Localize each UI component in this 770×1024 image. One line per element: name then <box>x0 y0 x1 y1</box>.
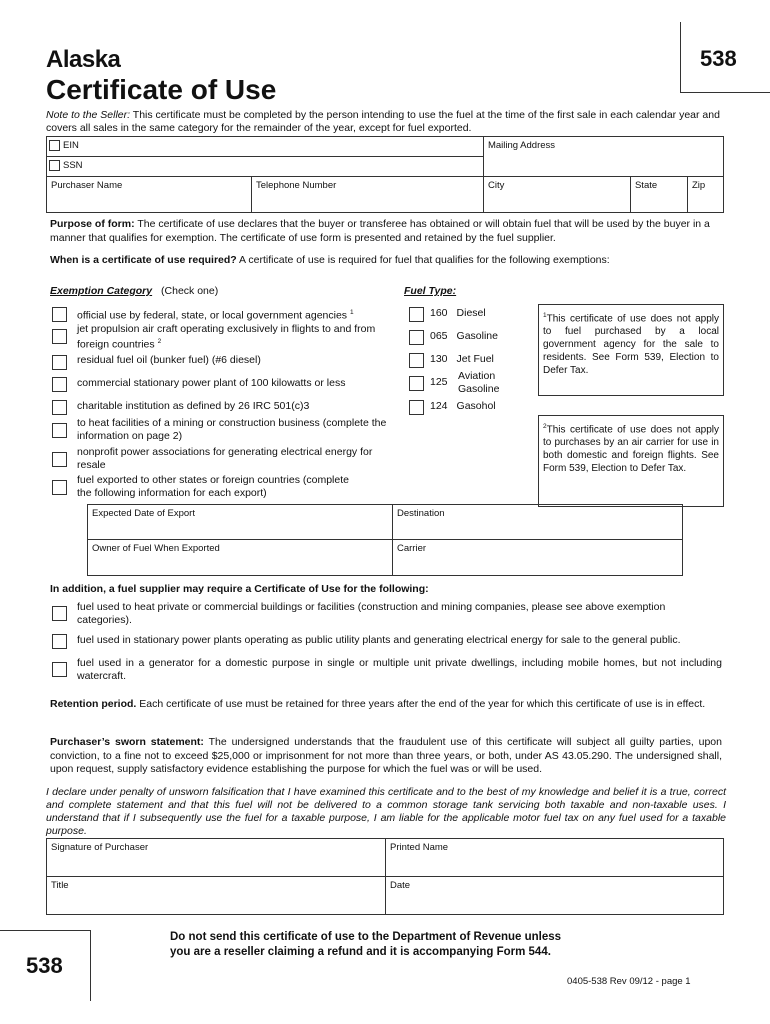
carrier-field[interactable] <box>393 540 683 576</box>
footer-warning-line-1: Do not send this certificate of use to the Department of Revenue unless <box>170 931 562 943</box>
sworn-paragraph <box>50 736 722 777</box>
exemption-item-1-text: official use by federal, state, or local government agencies <box>77 309 348 322</box>
ssn-checkbox[interactable] <box>49 160 60 171</box>
note-lead: Note to the Seller: <box>46 109 131 121</box>
footer-form-number: 538 <box>26 953 63 978</box>
supplier-item-3: fuel used in a generator for a domestic purpose in single or multiple unit private dwellings, including mobile homes, but not including watercraft. <box>77 657 722 682</box>
ssn-label: SSN <box>63 160 83 172</box>
fuel-type-heading: Fuel Type: <box>404 285 457 297</box>
fuel-item-gasohol <box>430 400 496 413</box>
fuel-code-125: 125 <box>430 376 448 388</box>
telephone-field[interactable] <box>252 177 484 213</box>
footnote-2-marker: 2 <box>543 423 547 430</box>
ein-option[interactable] <box>47 137 483 157</box>
city-label: City <box>487 180 505 191</box>
state-name: Alaska <box>46 46 121 73</box>
footer-warning-line-2: you are a reseller claiming a refund and it is accompanying Form 544. <box>170 946 551 958</box>
sup-1: 1 <box>349 309 354 316</box>
signature-label: Signature of Purchaser <box>51 842 149 853</box>
fuel-checkbox-gasohol[interactable] <box>409 400 424 415</box>
title-label: Title <box>51 880 69 891</box>
exemption-heading-text: Exemption Category <box>50 285 153 297</box>
fuel-item-jet <box>430 353 494 366</box>
carrier-label: Carrier <box>397 543 427 554</box>
printed-name-field[interactable] <box>386 839 724 877</box>
fuel-item-gasoline <box>430 330 498 343</box>
printed-name-label: Printed Name <box>390 842 449 853</box>
exemption-item-1 <box>77 307 397 322</box>
destination-label: Destination <box>397 508 445 519</box>
destination-field[interactable] <box>393 505 683 540</box>
ssn-option[interactable] <box>47 157 483 176</box>
ein-label: EIN <box>63 140 79 152</box>
city-field[interactable] <box>483 177 630 213</box>
exemption-heading <box>50 285 218 297</box>
fuel-code-124: 124 <box>430 400 448 412</box>
sworn-text: The undersigned understands that the fraudulent use of this certificate will subject all guilty parties, upon conviction, to a fine not to exceed $25,000 or imprisonment for not more than three years, or both, under AS 43.05.290. The undersigned shall, upon request, supply satisfactory evidence establishing the purpose for which the fuel was or will be used. <box>50 736 722 775</box>
purchaser-name-label: Purchaser Name <box>51 180 123 191</box>
owner-field[interactable] <box>88 540 393 576</box>
footnote-1-box <box>538 304 724 396</box>
note-text: This certificate must be completed by the person intending to use the fuel at the time of the first sale in each calendar year and covers all sales in the same category for the remainder of the year, except for fuel exported. <box>46 109 720 134</box>
fuel-checkbox-gasoline[interactable] <box>409 330 424 345</box>
expected-date-field[interactable] <box>88 505 393 540</box>
supplier-checkbox-1[interactable] <box>52 606 67 621</box>
fuel-name-jet: Jet Fuel <box>456 353 494 365</box>
exemption-checkbox-2[interactable] <box>52 329 67 344</box>
footnote-2-box <box>538 415 724 507</box>
footnote-1-text: This certificate of use does not apply to fuel purchased by a local government agency for the sale to residents. See Form 539, Election to Defer Tax. <box>543 313 719 377</box>
supplier-item-1: fuel used to heat private or commercial buildings or facilities (construction and mining companies, please see above exemption categories). <box>77 601 666 626</box>
exemption-item-2-text: jet propulsion air craft operating exclusively in flights to and from foreign countries <box>77 323 376 350</box>
purpose-text: The certificate of use declares that the buyer or transferee has obtained or will obtain fuel that will be used by the buyer in a manner that qualifies for exemption. The certificate of use form is presented and retained by the fuel supplier. <box>50 218 710 244</box>
fuel-checkbox-diesel[interactable] <box>409 307 424 322</box>
retention-paragraph <box>50 698 722 712</box>
telephone-label: Telephone Number <box>256 180 337 191</box>
exemption-checkbox-7[interactable] <box>52 452 67 467</box>
title-field[interactable] <box>47 877 386 915</box>
check-one-label: (Check one) <box>161 285 219 297</box>
fuel-code-130: 130 <box>430 353 448 365</box>
fuel-name-gasohol: Gasohol <box>456 400 496 412</box>
fuel-name-gasoline: Gasoline <box>456 330 498 342</box>
fuel-item-diesel <box>430 307 486 320</box>
owner-label: Owner of Fuel When Exported <box>92 543 220 554</box>
exemption-checkbox-3[interactable] <box>52 355 67 370</box>
zip-label: Zip <box>691 180 706 191</box>
ein-checkbox[interactable] <box>49 140 60 151</box>
exemption-item-2 <box>77 323 397 351</box>
exemption-item-8: fuel exported to other states or foreign countries (complete the following information for each export) <box>77 474 349 499</box>
purpose-lead: Purpose of form: <box>50 218 135 230</box>
date-field[interactable] <box>386 877 724 915</box>
fuel-name-aviation: Aviation Gasoline <box>458 370 500 395</box>
footnote-1-marker: 1 <box>543 312 547 319</box>
footnote-2-text: This certificate of use does not apply to purchases by an air carrier for use in both domestic and foreign flights. See Form 539, Election to Defer Tax. <box>543 424 719 475</box>
fuel-name-diesel: Diesel <box>456 307 486 319</box>
sworn-lead: Purchaser’s sworn statement: <box>50 736 204 748</box>
when-paragraph <box>50 254 726 268</box>
exemption-item-7: nonprofit power associations for generating electrical energy for resale <box>77 446 373 471</box>
supplier-checkbox-2[interactable] <box>52 634 67 649</box>
exemption-checkbox-4[interactable] <box>52 377 67 392</box>
footer-warning <box>170 930 561 960</box>
sup-2: 2 <box>157 337 162 345</box>
purchaser-name-field[interactable] <box>47 177 252 213</box>
exemption-item-4: commercial stationary power plant of 100 kilowatts or less <box>77 377 346 389</box>
supplier-heading: In addition, a fuel supplier may require a Certificate of Use for the following: <box>50 583 429 595</box>
purchaser-grid <box>46 136 724 213</box>
date-label: Date <box>390 880 411 891</box>
declaration: I declare under penalty of unsworn falsification that I have examined this certificate and to the best of my knowledge and belief it is a true, correct and complete statement and that this fuel will not be delivered to a common storage tank servicing both taxable and non-taxable uses. I understand that if I subsequently use the fuel for a taxable purpose, I am liable for the applicable motor fuel tax on any fuel used for a taxable purpose. <box>46 786 726 837</box>
state-label: State <box>634 180 658 191</box>
supplier-checkbox-3[interactable] <box>52 662 67 677</box>
exemption-item-6: to heat facilities of a mining or construction business (complete the information on page 2) <box>77 417 387 442</box>
retention-lead: Retention period. <box>50 698 137 710</box>
mailing-address-label: Mailing Address <box>487 140 556 151</box>
note-to-seller <box>46 109 736 135</box>
when-lead: When is a certificate of use required? <box>50 254 237 266</box>
exemption-item-3: residual fuel oil (bunker fuel) (#6 diesel) <box>77 354 261 366</box>
form-number: 538 <box>700 46 737 71</box>
exemption-checkbox-5[interactable] <box>52 400 67 415</box>
supplier-item-2: fuel used in stationary power plants operating as public utility plants and generating electrical energy for sale to the general public. <box>77 634 681 646</box>
exemption-item-5: charitable institution as defined by 26 IRC 501(c)3 <box>77 400 310 412</box>
fuel-checkbox-jet[interactable] <box>409 353 424 368</box>
page-title: Certificate of Use <box>46 74 277 105</box>
retention-text: Each certificate of use must be retained for three years after the end of the year for which this certificate of use is in effect. <box>136 698 706 710</box>
exemption-checkbox-1[interactable] <box>52 307 67 322</box>
export-grid <box>87 504 683 576</box>
state-field[interactable] <box>630 177 687 213</box>
signature-grid <box>46 838 724 915</box>
zip-field[interactable] <box>687 177 723 213</box>
expected-date-label: Expected Date of Export <box>92 508 195 519</box>
purpose-paragraph <box>50 218 726 245</box>
when-text: A certificate of use is required for fuel that qualifies for the following exemptions: <box>236 254 610 266</box>
fuel-checkbox-aviation[interactable] <box>409 376 424 391</box>
exemption-checkbox-8[interactable] <box>52 480 67 495</box>
signature-field[interactable] <box>47 839 386 877</box>
exemption-checkbox-6[interactable] <box>52 423 67 438</box>
mailing-address-field[interactable] <box>483 137 723 177</box>
revision-label: 0405-538 Rev 09/12 - page 1 <box>567 976 691 987</box>
fuel-code-160: 160 <box>430 307 448 319</box>
fuel-code-065: 065 <box>430 330 448 342</box>
